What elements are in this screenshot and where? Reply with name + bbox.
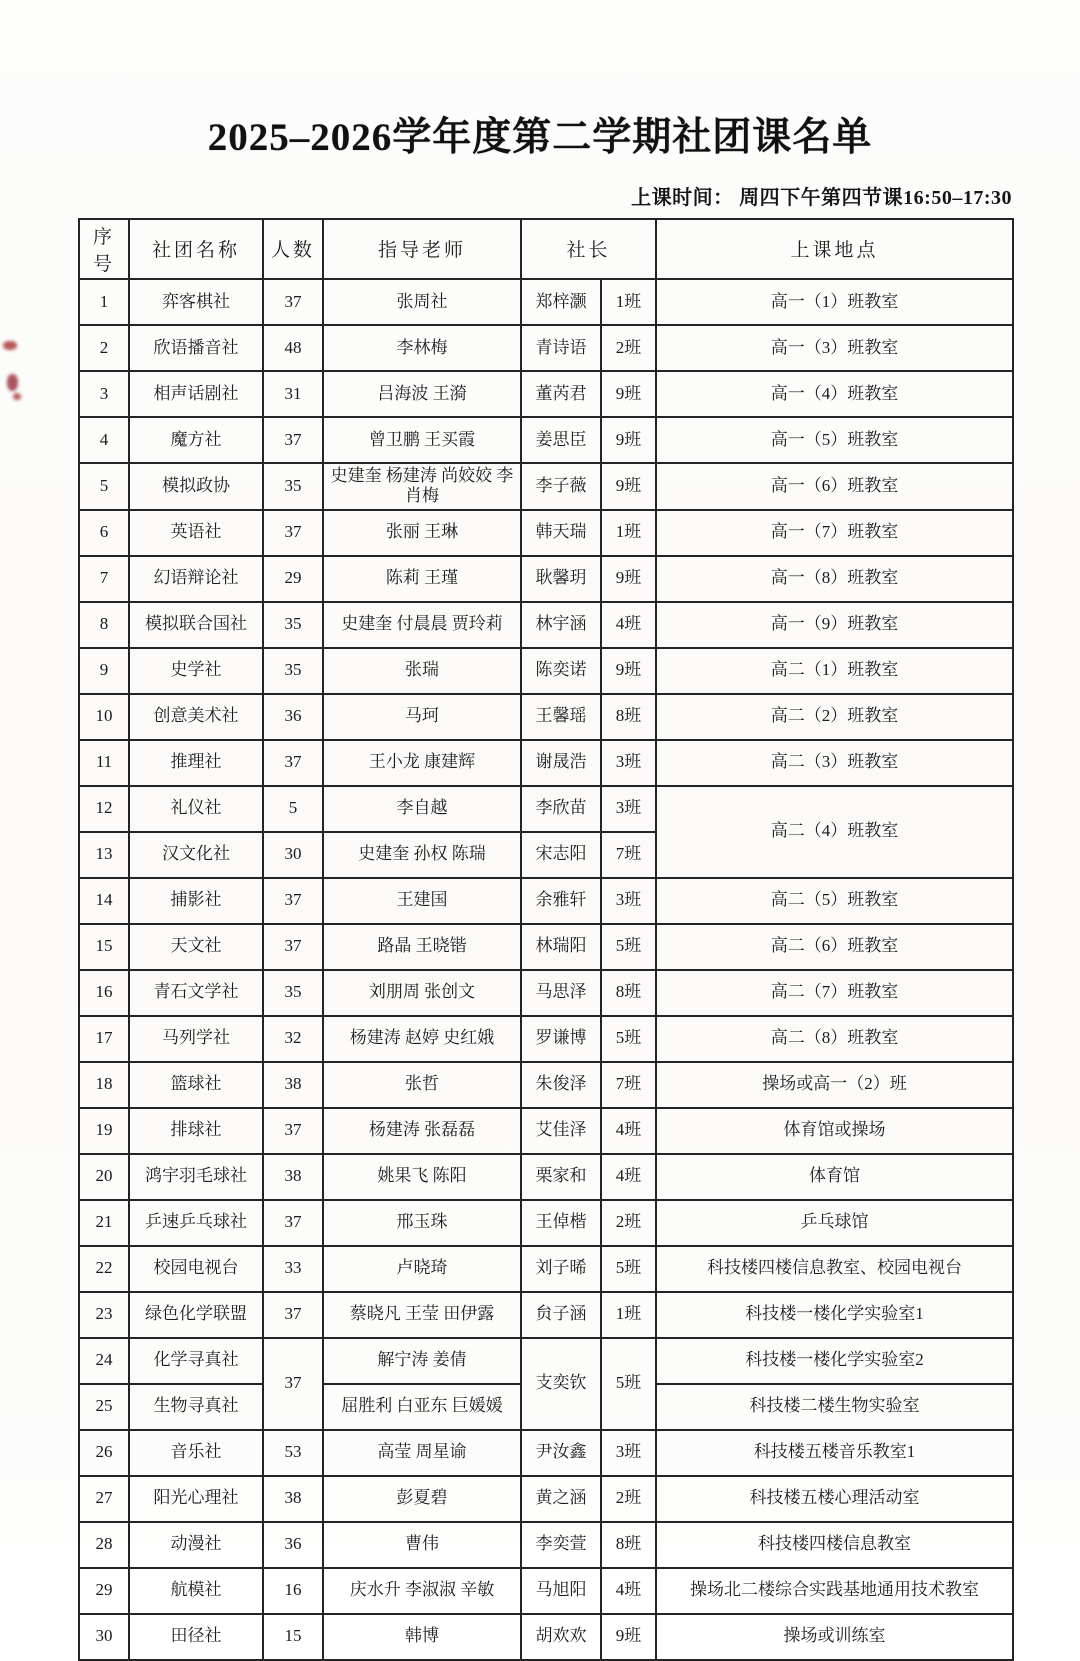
cell-count: 5	[263, 786, 323, 832]
table-row	[79, 1476, 1013, 1522]
cell-pclass: 3班	[601, 878, 656, 924]
cell-pclass: 4班	[601, 602, 656, 648]
cell-club: 化学寻真社	[129, 1338, 263, 1384]
cell-pclass: 7班	[601, 832, 656, 878]
cell-club: 乒速乒乓球社	[129, 1200, 263, 1246]
cell-pclass: 8班	[601, 970, 656, 1016]
cell-president: 宋志阳	[521, 832, 601, 878]
cell-teacher: 吕海波 王漪	[323, 371, 521, 417]
cell-teacher: 蔡晓凡 王莹 田伊露	[323, 1292, 521, 1338]
cell-no: 22	[79, 1246, 129, 1292]
cell-no: 29	[79, 1568, 129, 1614]
cell-no: 12	[79, 786, 129, 832]
cell-no: 15	[79, 924, 129, 970]
cell-president: 董芮君	[521, 371, 601, 417]
header-index: 序号	[79, 219, 129, 279]
cell-location: 科技楼一楼化学实验室2	[656, 1338, 1013, 1384]
cell-club: 礼仪社	[129, 786, 263, 832]
cell-no: 17	[79, 1016, 129, 1062]
cell-club: 欣语播音社	[129, 325, 263, 371]
cell-count: 33	[263, 1246, 323, 1292]
table-row	[79, 417, 1013, 463]
cell-president: 陈奕诺	[521, 648, 601, 694]
cell-club: 绿色化学联盟	[129, 1292, 263, 1338]
cell-president: 姜思臣	[521, 417, 601, 463]
cell-club: 汉文化社	[129, 832, 263, 878]
cell-location: 高二（2）班教室	[656, 694, 1013, 740]
cell-no: 24	[79, 1338, 129, 1384]
cell-pclass: 3班	[601, 786, 656, 832]
cell-pclass: 9班	[601, 417, 656, 463]
cell-president: 王馨瑶	[521, 694, 601, 740]
cell-pclass: 8班	[601, 694, 656, 740]
cell-club: 幻语辩论社	[129, 556, 263, 602]
cell-president: 林宇涵	[521, 602, 601, 648]
cell-count: 36	[263, 694, 323, 740]
cell-no: 23	[79, 1292, 129, 1338]
club-table-body	[79, 279, 1013, 1660]
table-row	[79, 1062, 1013, 1108]
cell-president: 韩天瑞	[521, 510, 601, 556]
cell-president: 耿馨玥	[521, 556, 601, 602]
cell-no: 14	[79, 878, 129, 924]
cell-count: 29	[263, 556, 323, 602]
cell-club: 动漫社	[129, 1522, 263, 1568]
cell-count: 37	[263, 740, 323, 786]
cell-count: 15	[263, 1614, 323, 1660]
cell-pclass: 2班	[601, 1476, 656, 1522]
cell-club: 模拟政协	[129, 463, 263, 510]
cell-count: 36	[263, 1522, 323, 1568]
cell-location: 科技楼一楼化学实验室1	[656, 1292, 1013, 1338]
cell-pclass: 9班	[601, 1614, 656, 1660]
header-club-name: 社团名称	[129, 219, 263, 279]
cell-teacher: 韩博	[323, 1614, 521, 1660]
cell-teacher: 史建奎 杨建涛 尚姣姣 李肖梅	[323, 463, 521, 510]
cell-teacher: 张周社	[323, 279, 521, 325]
cell-teacher: 屈胜利 白亚东 巨媛媛	[323, 1384, 521, 1430]
cell-club: 创意美术社	[129, 694, 263, 740]
cell-teacher: 解宁涛 姜倩	[323, 1338, 521, 1384]
cell-club: 鸿宇羽毛球社	[129, 1154, 263, 1200]
cell-president: 朱俊泽	[521, 1062, 601, 1108]
table-row	[79, 1108, 1013, 1154]
table-row	[79, 924, 1013, 970]
cell-club: 青石文学社	[129, 970, 263, 1016]
cell-club: 弈客棋社	[129, 279, 263, 325]
cell-location: 乒乓球馆	[656, 1200, 1013, 1246]
cell-no: 10	[79, 694, 129, 740]
cell-count: 38	[263, 1062, 323, 1108]
table-row	[79, 786, 1013, 832]
cell-pclass: 1班	[601, 1292, 656, 1338]
cell-pclass: 5班	[601, 1016, 656, 1062]
cell-president: 支奕钦	[521, 1338, 601, 1430]
cell-teacher: 史建奎 孙权 陈瑞	[323, 832, 521, 878]
cell-club: 航模社	[129, 1568, 263, 1614]
cell-no: 5	[79, 463, 129, 510]
cell-club: 校园电视台	[129, 1246, 263, 1292]
cell-club: 捕影社	[129, 878, 263, 924]
red-ink-mark	[13, 393, 21, 400]
cell-teacher: 卢晓琦	[323, 1246, 521, 1292]
cell-no: 16	[79, 970, 129, 1016]
table-row	[79, 1292, 1013, 1338]
page-title: 2025–2026学年度第二学期社团课名单	[207, 116, 873, 159]
cell-president: 王倬楷	[521, 1200, 601, 1246]
cell-no: 26	[79, 1430, 129, 1476]
cell-location: 体育馆	[656, 1154, 1013, 1200]
table-row	[79, 279, 1013, 325]
cell-teacher: 杨建涛 张磊磊	[323, 1108, 521, 1154]
cell-president: 罗谦博	[521, 1016, 601, 1062]
cell-count: 53	[263, 1430, 323, 1476]
cell-count: 37	[263, 878, 323, 924]
cell-location: 科技楼五楼心理活动室	[656, 1476, 1013, 1522]
club-table	[78, 218, 1014, 1661]
header-teacher: 指导老师	[323, 219, 521, 279]
cell-teacher: 姚果飞 陈阳	[323, 1154, 521, 1200]
cell-club: 推理社	[129, 740, 263, 786]
cell-no: 6	[79, 510, 129, 556]
table-row	[79, 1016, 1013, 1062]
table-row	[79, 325, 1013, 371]
cell-count: 37	[263, 924, 323, 970]
cell-location: 操场北二楼综合实践基地通用技术教室	[656, 1568, 1013, 1614]
table-row	[79, 740, 1013, 786]
header-president: 社长	[521, 219, 656, 279]
cell-count: 38	[263, 1476, 323, 1522]
cell-location: 高一（8）班教室	[656, 556, 1013, 602]
table-row	[79, 371, 1013, 417]
cell-teacher: 张丽 王琳	[323, 510, 521, 556]
cell-teacher: 邢玉珠	[323, 1200, 521, 1246]
cell-teacher: 庆水升 李淑淑 辛敏	[323, 1568, 521, 1614]
cell-location: 高二（3）班教室	[656, 740, 1013, 786]
cell-count: 35	[263, 463, 323, 510]
cell-location: 科技楼四楼信息教室	[656, 1522, 1013, 1568]
cell-pclass: 5班	[601, 1246, 656, 1292]
cell-president: 艾佳泽	[521, 1108, 601, 1154]
cell-count: 32	[263, 1016, 323, 1062]
table-row	[79, 1568, 1013, 1614]
cell-location: 高一（7）班教室	[656, 510, 1013, 556]
table-row	[79, 1246, 1013, 1292]
cell-count: 31	[263, 371, 323, 417]
cell-teacher: 陈莉 王瑾	[323, 556, 521, 602]
table-row	[79, 1154, 1013, 1200]
cell-no: 18	[79, 1062, 129, 1108]
cell-no: 1	[79, 279, 129, 325]
cell-count: 30	[263, 832, 323, 878]
cell-president: 李奕萱	[521, 1522, 601, 1568]
cell-president: 黄之涵	[521, 1476, 601, 1522]
cell-count: 37	[263, 1292, 323, 1338]
cell-pclass: 5班	[601, 924, 656, 970]
cell-location: 体育馆或操场	[656, 1108, 1013, 1154]
cell-location: 高一（4）班教室	[656, 371, 1013, 417]
cell-no: 3	[79, 371, 129, 417]
cell-teacher: 高莹 周星谕	[323, 1430, 521, 1476]
cell-club: 魔方社	[129, 417, 263, 463]
cell-teacher: 马珂	[323, 694, 521, 740]
cell-teacher: 曹伟	[323, 1522, 521, 1568]
cell-pclass: 2班	[601, 325, 656, 371]
cell-no: 20	[79, 1154, 129, 1200]
cell-location: 高一（3）班教室	[656, 325, 1013, 371]
cell-count: 37	[263, 1108, 323, 1154]
cell-count: 38	[263, 1154, 323, 1200]
cell-teacher: 曾卫鹏 王买霞	[323, 417, 521, 463]
cell-pclass: 3班	[601, 740, 656, 786]
cell-club: 阳光心理社	[129, 1476, 263, 1522]
cell-location: 高一（6）班教室	[656, 463, 1013, 510]
cell-count: 37	[263, 1200, 323, 1246]
table-row	[79, 694, 1013, 740]
cell-pclass: 9班	[601, 556, 656, 602]
cell-club: 排球社	[129, 1108, 263, 1154]
cell-location: 高一（9）班教室	[656, 602, 1013, 648]
table-row	[79, 1338, 1013, 1384]
header-member-count: 人数	[263, 219, 323, 279]
subtitle-row	[78, 181, 1012, 210]
cell-club: 生物寻真社	[129, 1384, 263, 1430]
cell-no: 30	[79, 1614, 129, 1660]
cell-no: 2	[79, 325, 129, 371]
cell-no: 7	[79, 556, 129, 602]
cell-count: 37	[263, 510, 323, 556]
cell-president: 贠子涵	[521, 1292, 601, 1338]
cell-club: 田径社	[129, 1614, 263, 1660]
cell-pclass: 4班	[601, 1568, 656, 1614]
table-row	[79, 463, 1013, 510]
cell-no: 28	[79, 1522, 129, 1568]
class-time-note: 上课时间： 周四下午第四节课16:50–17:30	[631, 186, 1012, 209]
cell-location: 操场或高一（2）班	[656, 1062, 1013, 1108]
cell-no: 27	[79, 1476, 129, 1522]
cell-teacher: 杨建涛 赵婷 史红娥	[323, 1016, 521, 1062]
cell-pclass: 9班	[601, 648, 656, 694]
table-row	[79, 510, 1013, 556]
cell-club: 模拟联合国社	[129, 602, 263, 648]
cell-teacher: 彭夏碧	[323, 1476, 521, 1522]
cell-pclass: 4班	[601, 1108, 656, 1154]
cell-no: 9	[79, 648, 129, 694]
cell-location: 操场或训练室	[656, 1614, 1013, 1660]
cell-count: 48	[263, 325, 323, 371]
cell-location: 高二（5）班教室	[656, 878, 1013, 924]
cell-president: 刘子晞	[521, 1246, 601, 1292]
header-row	[79, 219, 1013, 279]
cell-president: 谢晟浩	[521, 740, 601, 786]
cell-president: 林瑞阳	[521, 924, 601, 970]
cell-pclass: 9班	[601, 371, 656, 417]
cell-president: 尹汝鑫	[521, 1430, 601, 1476]
cell-pclass: 7班	[601, 1062, 656, 1108]
cell-no: 4	[79, 417, 129, 463]
cell-pclass: 4班	[601, 1154, 656, 1200]
cell-no: 19	[79, 1108, 129, 1154]
cell-count: 35	[263, 648, 323, 694]
cell-pclass: 5班	[601, 1338, 656, 1430]
cell-location: 高二（8）班教室	[656, 1016, 1013, 1062]
cell-no: 25	[79, 1384, 129, 1430]
cell-teacher: 李林梅	[323, 325, 521, 371]
cell-pclass: 9班	[601, 463, 656, 510]
cell-pclass: 1班	[601, 279, 656, 325]
cell-count: 37	[263, 279, 323, 325]
cell-club: 音乐社	[129, 1430, 263, 1476]
cell-count: 35	[263, 970, 323, 1016]
cell-teacher: 张瑞	[323, 648, 521, 694]
cell-president: 李欣苗	[521, 786, 601, 832]
cell-count: 35	[263, 602, 323, 648]
cell-club: 马列学社	[129, 1016, 263, 1062]
cell-location: 科技楼四楼信息教室、校园电视台	[656, 1246, 1013, 1292]
cell-teacher: 路晶 王晓锴	[323, 924, 521, 970]
red-ink-mark	[7, 374, 18, 391]
cell-no: 13	[79, 832, 129, 878]
cell-president: 郑梓灏	[521, 279, 601, 325]
cell-club: 史学社	[129, 648, 263, 694]
cell-location: 高二（1）班教室	[656, 648, 1013, 694]
cell-no: 8	[79, 602, 129, 648]
cell-count: 16	[263, 1568, 323, 1614]
table-row	[79, 1614, 1013, 1660]
cell-teacher: 王小龙 康建辉	[323, 740, 521, 786]
cell-count: 37	[263, 417, 323, 463]
cell-teacher: 张哲	[323, 1062, 521, 1108]
cell-no: 21	[79, 1200, 129, 1246]
cell-pclass: 1班	[601, 510, 656, 556]
cell-no: 11	[79, 740, 129, 786]
cell-president: 李子薇	[521, 463, 601, 510]
cell-president: 青诗语	[521, 325, 601, 371]
cell-location: 科技楼五楼音乐教室1	[656, 1430, 1013, 1476]
cell-club: 相声话剧社	[129, 371, 263, 417]
cell-president: 余雅轩	[521, 878, 601, 924]
table-row	[79, 648, 1013, 694]
cell-location: 高一（1）班教室	[656, 279, 1013, 325]
cell-teacher: 王建国	[323, 878, 521, 924]
cell-president: 马思泽	[521, 970, 601, 1016]
cell-count: 37	[263, 1338, 323, 1430]
cell-location: 高二（6）班教室	[656, 924, 1013, 970]
cell-pclass: 3班	[601, 1430, 656, 1476]
red-ink-mark	[3, 341, 17, 350]
table-row	[79, 970, 1013, 1016]
cell-president: 马旭阳	[521, 1568, 601, 1614]
cell-teacher: 史建奎 付晨晨 贾玲莉	[323, 602, 521, 648]
table-row	[79, 602, 1013, 648]
cell-location: 高二（4）班教室	[656, 786, 1013, 878]
table-row	[79, 1430, 1013, 1476]
table-row	[79, 556, 1013, 602]
cell-club: 天文社	[129, 924, 263, 970]
header-location: 上课地点	[656, 219, 1013, 279]
cell-location: 科技楼二楼生物实验室	[656, 1384, 1013, 1430]
cell-pclass: 8班	[601, 1522, 656, 1568]
cell-pclass: 2班	[601, 1200, 656, 1246]
cell-president: 栗家和	[521, 1154, 601, 1200]
cell-club: 英语社	[129, 510, 263, 556]
cell-location: 高二（7）班教室	[656, 970, 1013, 1016]
cell-club: 篮球社	[129, 1062, 263, 1108]
cell-location: 高一（5）班教室	[656, 417, 1013, 463]
cell-teacher: 李自越	[323, 786, 521, 832]
table-row	[79, 1200, 1013, 1246]
cell-president: 胡欢欢	[521, 1614, 601, 1660]
table-row	[79, 878, 1013, 924]
cell-teacher: 刘朋周 张创文	[323, 970, 521, 1016]
